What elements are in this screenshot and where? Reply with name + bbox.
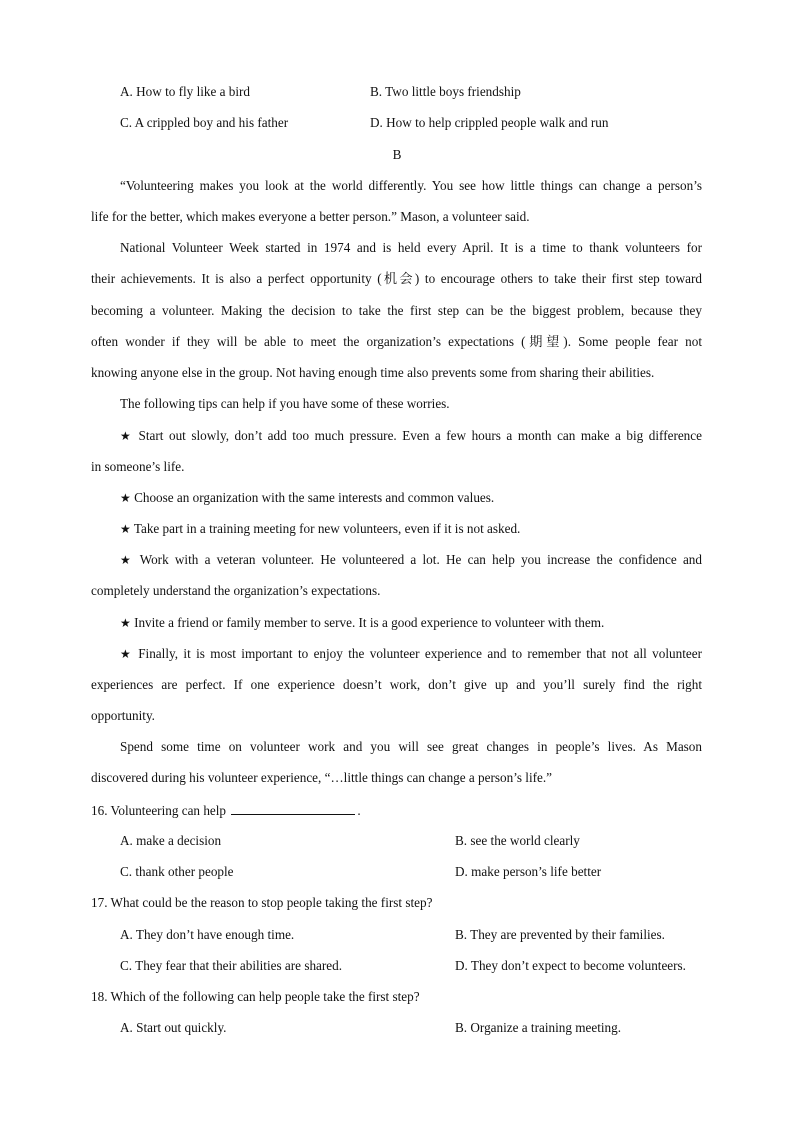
tip-item: ★ Finally, it is most important to enjoy the volunteer experience and to remember that not all volunteer xyxy=(120,646,702,661)
q16-option-d: D. make person’s life better xyxy=(455,864,602,879)
star-icon: ★ xyxy=(120,553,134,567)
question-16-stem: 16. Volunteering can help . xyxy=(91,803,361,818)
tip-item: ★ Take part in a training meeting for new volunteers, even if it is not asked. xyxy=(120,521,521,536)
q16-option-a: A. make a decision xyxy=(120,833,222,848)
tip-item: ★ Choose an organization with the same interests and common values. xyxy=(120,490,495,505)
passage-line: their achievements. It is also a perfect opportunity (机会) to encourage others to take their first step toward xyxy=(91,271,702,286)
star-icon: ★ xyxy=(120,616,131,630)
answer-blank xyxy=(231,802,355,815)
passage-line: experiences are perfect. If one experience doesn’t work, don’t give up and you’ll surely find the right xyxy=(91,677,702,692)
prev-option-c: C. A crippled boy and his father xyxy=(120,115,289,130)
passage-line: life for the better, which makes everyone a better person.” Mason, a volunteer said. xyxy=(91,209,530,224)
section-label: B xyxy=(392,147,402,162)
passage-line: The following tips can help if you have some of these worries. xyxy=(120,396,450,411)
tip-item: ★ Work with a veteran volunteer. He volunteered a lot. He can help you increase the confidence and xyxy=(120,552,702,567)
star-icon: ★ xyxy=(120,429,133,443)
passage-line: Spend some time on volunteer work and you will see great changes in people’s lives. As Mason xyxy=(120,739,702,754)
passage-line: National Volunteer Week started in 1974 and is held every April. It is a time to thank volunteers for xyxy=(120,240,702,255)
passage-line: completely understand the organization’s expectations. xyxy=(91,583,381,598)
passage-line: often wonder if they will be able to meet the organization’s expectations (期望). Some people fear not xyxy=(91,334,702,349)
question-18-stem: 18. Which of the following can help people take the first step? xyxy=(91,989,420,1004)
tip-item: ★ Invite a friend or family member to serve. It is a good experience to volunteer with them. xyxy=(120,615,605,630)
question-17-stem: 17. What could be the reason to stop people taking the first step? xyxy=(91,895,433,910)
q17-option-a: A. They don’t have enough time. xyxy=(120,927,295,942)
q17-option-b: B. They are prevented by their families. xyxy=(455,927,665,942)
passage-line: opportunity. xyxy=(91,708,155,723)
star-icon: ★ xyxy=(120,491,131,505)
tip-item: ★ Start out slowly, don’t add too much pressure. Even a few hours a month can make a big difference xyxy=(120,428,702,443)
star-icon: ★ xyxy=(120,522,131,536)
passage-line: “Volunteering makes you look at the world differently. You see how little things can change a person’s xyxy=(120,178,702,193)
prev-option-a: A. How to fly like a bird xyxy=(120,84,251,99)
passage-line: discovered during his volunteer experience, “…little things can change a person’s life.” xyxy=(91,770,553,785)
passage-line: becoming a volunteer. Making the decision to take the first step can be the biggest problem, because they xyxy=(91,303,702,318)
q17-option-d: D. They don’t expect to become volunteers. xyxy=(455,958,686,973)
passage-line: in someone’s life. xyxy=(91,459,185,474)
prev-option-d: D. How to help crippled people walk and run xyxy=(370,115,609,130)
q18-option-b: B. Organize a training meeting. xyxy=(455,1020,622,1035)
passage-line: knowing anyone else in the group. Not having enough time also prevents some from sharing their abilities. xyxy=(91,365,655,380)
q17-option-c: C. They fear that their abilities are shared. xyxy=(120,958,343,973)
star-icon: ★ xyxy=(120,647,133,661)
q16-option-c: C. thank other people xyxy=(120,864,234,879)
prev-option-b: B. Two little boys friendship xyxy=(370,84,521,99)
q18-option-a: A. Start out quickly. xyxy=(120,1020,227,1035)
q16-option-b: B. see the world clearly xyxy=(455,833,580,848)
